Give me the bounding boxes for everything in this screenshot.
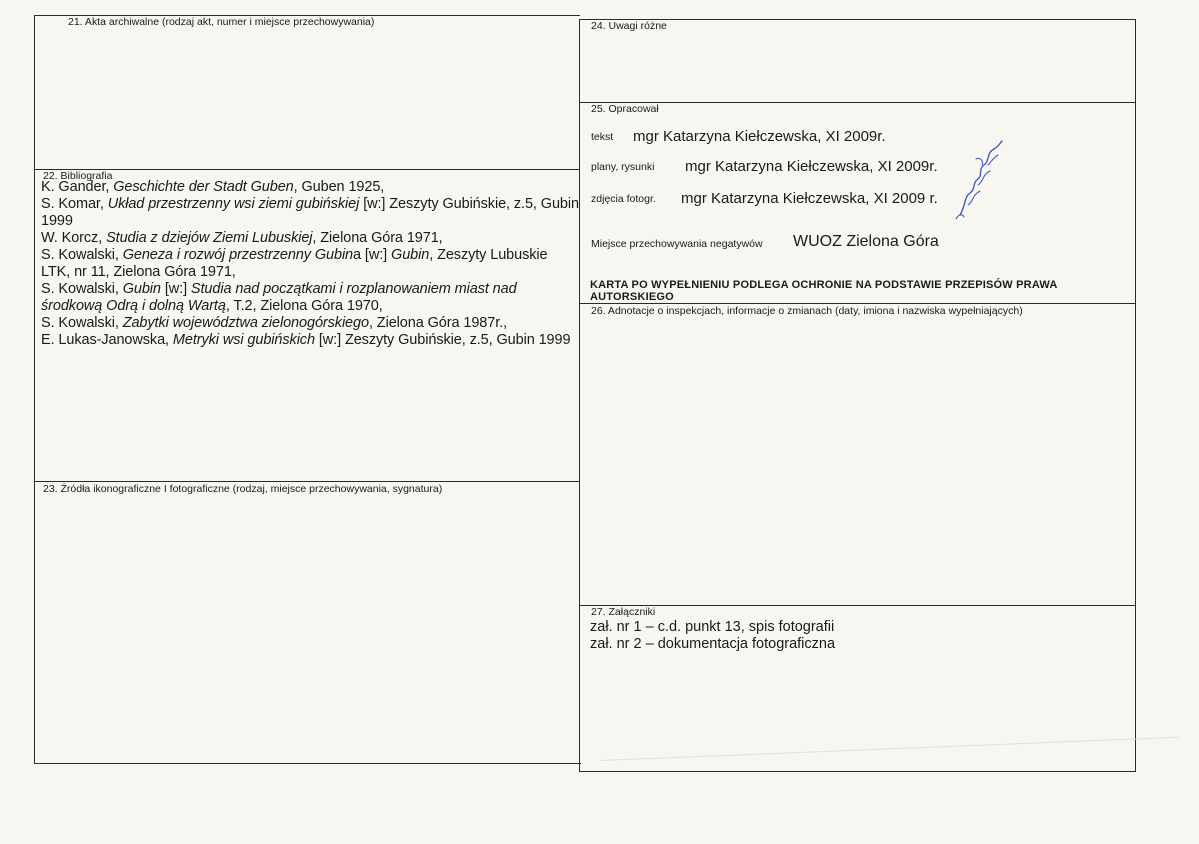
miejsce-label: Miejsce przechowywania negatywów — [591, 238, 763, 250]
bottom-border-left — [35, 763, 580, 764]
section-26-label: 26. Adnotacje o inspekcjach, informacje o zmianach (daty, imiona i nazwiska wypełniających) — [591, 305, 1023, 317]
bibliography-entry: S. Kowalski, Gubin [w:] Studia nad początkami i rozplanowaniem miast nad środkową Odrą i dolną Wartą, T.2, Zielona Góra 1970, — [41, 281, 517, 314]
section-22-label: 22. Bibliografia — [43, 170, 113, 182]
tekst-value: mgr Katarzyna Kiełczewska, XI 2009r. — [633, 128, 886, 145]
bibliography-entry: S. Komar, Układ przestrzenny wsi ziemi gubińskiej [w:] Zeszyty Gubińskie, z.5, Gubin 1999 — [41, 196, 579, 229]
bibliography-entry: S. Kowalski, Zabytki województwa zielonogórskiego, Zielona Góra 1987r., — [41, 315, 508, 331]
bibliography-list — [41, 179, 579, 349]
bibliography-entry: W. Korcz, Studia z dziejów Ziemi Lubuskiej, Zielona Góra 1971, — [41, 230, 443, 246]
attachment-item: zał. nr 1 – c.d. punkt 13, spis fotografii — [590, 619, 835, 635]
plany-value: mgr Katarzyna Kiełczewska, XI 2009r. — [685, 158, 938, 175]
divider-21-22 — [35, 169, 580, 170]
section-25-label: 25. Opracował — [591, 103, 659, 115]
divider-24-25 — [580, 102, 1135, 103]
left-column-frame — [34, 15, 581, 764]
section-27-label: 27. Załączniki — [591, 606, 656, 618]
plany-label: plany, rysunki — [591, 161, 655, 173]
bibliography-entry: K. Gander, Geschichte der Stadt Guben, Guben 1925, — [41, 179, 385, 195]
copyright-note-line-2: AUTORSKIEGO — [590, 291, 674, 303]
section-21-label: 21. Akta archiwalne (rodzaj akt, numer i miejsce przechowywania) — [68, 16, 375, 28]
divider-25-26 — [580, 303, 1135, 304]
miejsce-value: WUOZ Zielona Góra — [793, 233, 939, 250]
section-23-label: 23. Źródła ikonograficzne I fotograficzne (rodzaj, miejsce przechowywania, sygnatura) — [43, 483, 443, 495]
bibliography-entry: S. Kowalski, Geneza i rozwój przestrzenny Gubina [w:] Gubin, Zeszyty Lubuskie LTK, nr 11, Zielona Góra 1971, — [41, 247, 548, 280]
bibliography-entry: E. Lukas-Janowska, Metryki wsi gubińskich [w:] Zeszyty Gubińskie, z.5, Gubin 1999 — [41, 332, 571, 348]
attachment-item: zał. nr 2 – dokumentacja fotograficzna — [590, 636, 836, 652]
zdjecia-value: mgr Katarzyna Kiełczewska, XI 2009 r. — [681, 190, 938, 207]
divider-26-27 — [580, 605, 1135, 606]
tekst-label: tekst — [591, 131, 614, 143]
copyright-note-line-1: KARTA PO WYPEŁNIENIU PODLEGA OCHRONIE NA PODSTAWIE PRZEPISÓW PRAWA — [590, 279, 1058, 291]
divider-22-23 — [35, 481, 580, 482]
zdjecia-label: zdjęcia fotogr. — [591, 193, 656, 205]
section-24-label: 24. Uwagi różne — [591, 20, 667, 32]
handwritten-signature — [948, 135, 1008, 225]
